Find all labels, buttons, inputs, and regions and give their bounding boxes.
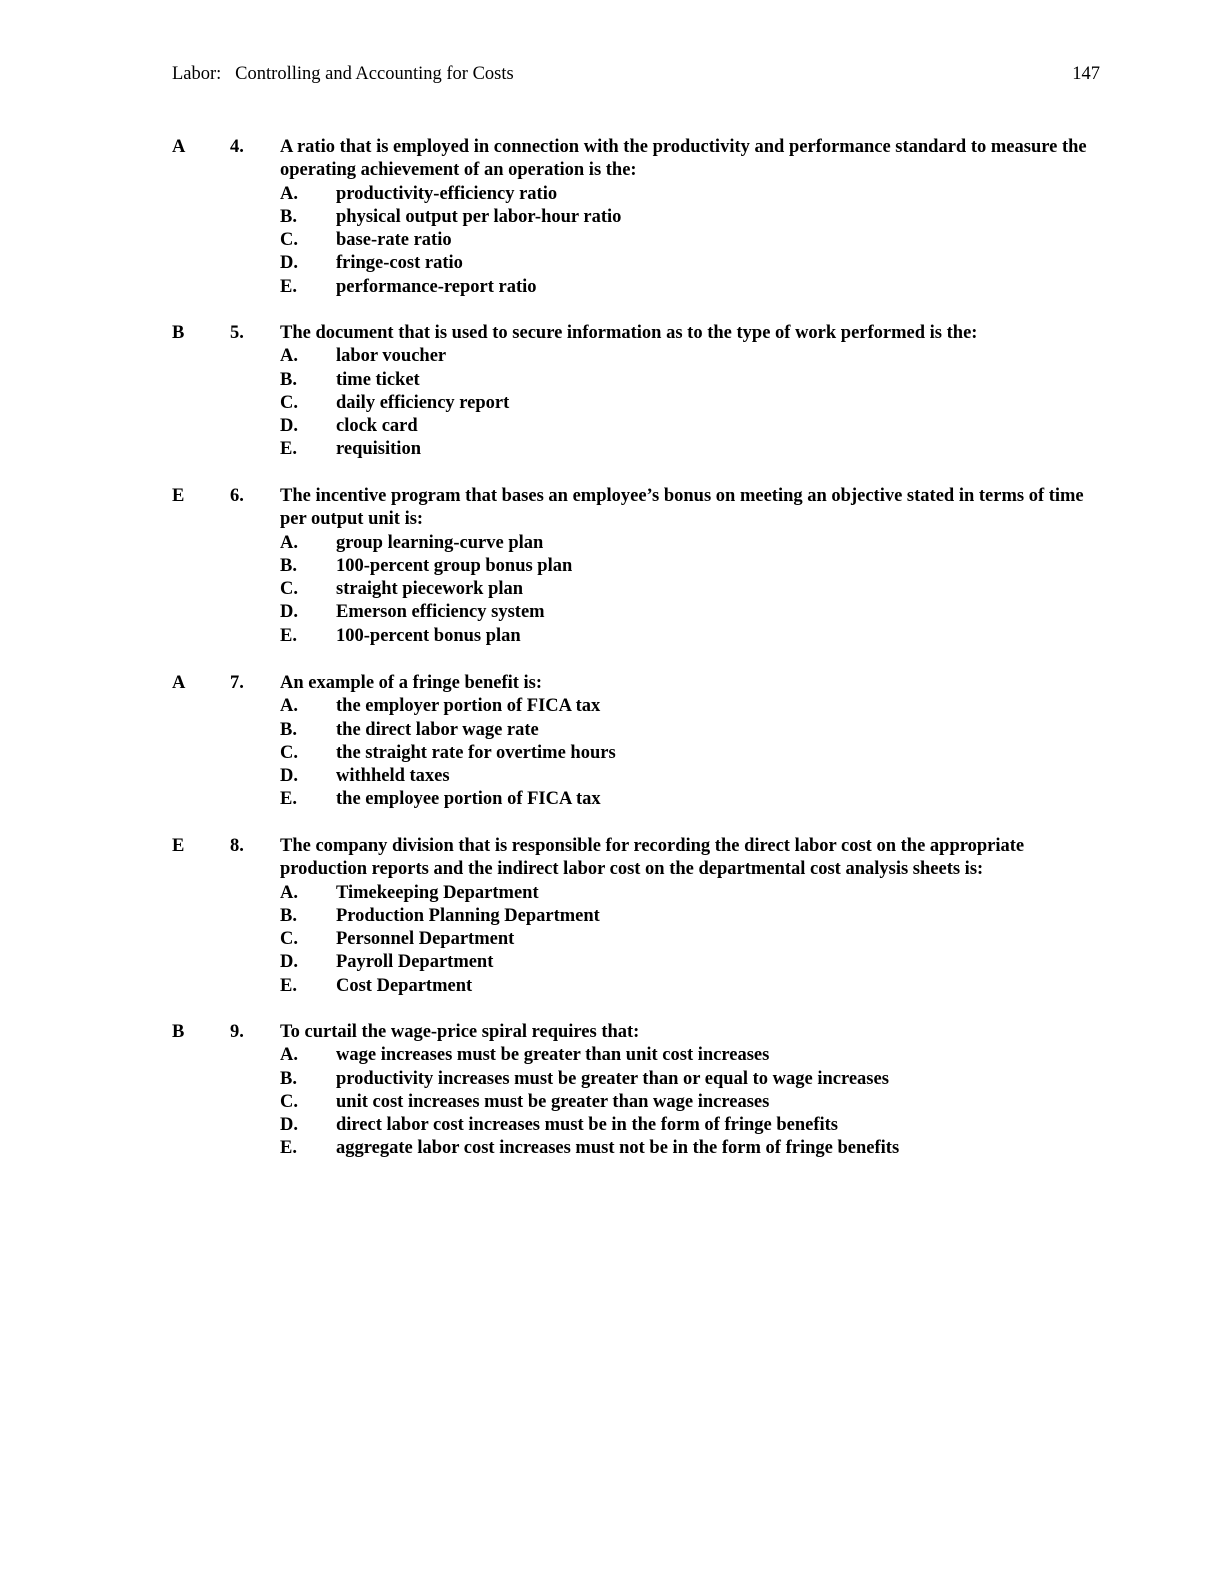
answer-key: B — [172, 1022, 185, 1042]
option-text: daily efficiency report — [336, 392, 510, 413]
question-number: 5. — [230, 323, 244, 343]
option-b — [280, 555, 1100, 578]
option-c — [280, 229, 1100, 252]
option-d — [280, 415, 1100, 438]
option-letter: B. — [280, 905, 297, 926]
answer-key: A — [172, 137, 186, 157]
option-text: Timekeeping Department — [336, 882, 539, 903]
option-c — [280, 742, 1100, 765]
option-letter: E. — [280, 276, 297, 297]
option-letter: B. — [280, 369, 297, 390]
option-b — [280, 719, 1100, 742]
option-text: clock card — [336, 416, 418, 437]
page-header — [172, 64, 1100, 90]
option-c — [280, 578, 1100, 601]
question-stem: The document that is used to secure information as to the type of work performed is the: — [280, 323, 978, 343]
option-letter: A. — [280, 183, 298, 204]
option-text: fringe-cost ratio — [336, 253, 463, 274]
option-text: requisition — [336, 439, 421, 460]
option-letter: A. — [280, 696, 298, 717]
option-letter: D. — [280, 253, 298, 274]
option-a — [280, 882, 1100, 905]
option-letter: D. — [280, 1115, 298, 1136]
option-letter: D. — [280, 952, 298, 973]
option-a — [280, 695, 1100, 718]
question-number: 9. — [230, 1022, 244, 1042]
option-e — [280, 625, 1100, 648]
option-list — [280, 183, 1100, 299]
option-letter: C. — [280, 579, 298, 600]
option-text: straight piecework plan — [336, 579, 524, 600]
option-letter: E. — [280, 789, 297, 810]
option-a — [280, 532, 1100, 555]
page-number: 147 — [1072, 64, 1100, 84]
option-letter: A. — [280, 532, 298, 553]
option-text: 100-percent group bonus plan — [336, 555, 573, 576]
option-b — [280, 905, 1100, 928]
option-list — [280, 1044, 1100, 1160]
option-d — [280, 1114, 1100, 1137]
question-number: 6. — [230, 486, 244, 506]
option-list — [280, 882, 1100, 998]
option-text: withheld taxes — [336, 766, 450, 787]
option-letter: E. — [280, 975, 297, 996]
option-e — [280, 788, 1100, 811]
option-e — [280, 1137, 1100, 1160]
option-text: productivity increases must be greater than or equal to wage increases — [336, 1068, 889, 1089]
option-e — [280, 975, 1100, 998]
question-number: 7. — [230, 673, 244, 693]
option-letter: A. — [280, 1045, 298, 1066]
option-text: 100-percent bonus plan — [336, 625, 521, 646]
option-e — [280, 276, 1100, 299]
option-list — [280, 345, 1100, 461]
option-text: Production Planning Department — [336, 905, 600, 926]
option-letter: A. — [280, 346, 298, 367]
option-text: unit cost increases must be greater than wage increases — [336, 1091, 770, 1112]
question-number: 4. — [230, 137, 244, 157]
running-title: Labor: Controlling and Accounting for Costs — [172, 64, 514, 84]
option-letter: A. — [280, 882, 298, 903]
option-text: Cost Department — [336, 975, 473, 996]
option-d — [280, 252, 1100, 275]
option-list — [280, 532, 1100, 648]
option-text: Payroll Department — [336, 952, 494, 973]
option-d — [280, 765, 1100, 788]
option-e — [280, 438, 1100, 461]
option-a — [280, 1044, 1100, 1067]
option-d — [280, 951, 1100, 974]
option-c — [280, 1091, 1100, 1114]
option-letter: B. — [280, 719, 297, 740]
option-letter: E. — [280, 439, 297, 460]
option-text: time ticket — [336, 369, 420, 390]
answer-key: E — [172, 486, 185, 506]
option-text: the direct labor wage rate — [336, 719, 539, 740]
option-text: the employee portion of FICA tax — [336, 789, 601, 810]
option-letter: B. — [280, 555, 297, 576]
option-text: base-rate ratio — [336, 230, 452, 251]
option-letter: C. — [280, 392, 298, 413]
option-text: group learning-curve plan — [336, 532, 544, 553]
option-letter: E. — [280, 1138, 297, 1159]
option-text: the straight rate for overtime hours — [336, 742, 616, 763]
question-stem: To curtail the wage-price spiral requires that: — [280, 1022, 640, 1042]
option-b — [280, 1068, 1100, 1091]
option-list — [280, 695, 1100, 811]
option-text: labor voucher — [336, 346, 447, 367]
option-text: aggregate labor cost increases must not be in the form of fringe benefits — [336, 1138, 900, 1159]
option-text: performance-report ratio — [336, 276, 537, 297]
option-a — [280, 183, 1100, 206]
option-letter: C. — [280, 929, 298, 950]
question-stem: A ratio that is employed in connection with the productivity and performance standard to measure the operating achievement of an operation is the: — [280, 137, 1087, 181]
question-stem: An example of a fringe benefit is: — [280, 673, 543, 693]
option-b — [280, 369, 1100, 392]
option-letter: B. — [280, 206, 297, 227]
option-text: productivity-efficiency ratio — [336, 183, 558, 204]
question-stem: The incentive program that bases an employee’s bonus on meeting an objective stated in terms of time per output unit is: — [280, 486, 1084, 530]
option-letter: C. — [280, 230, 298, 251]
answer-key: A — [172, 673, 186, 693]
option-text: physical output per labor-hour ratio — [336, 206, 622, 227]
question-number: 8. — [230, 836, 244, 856]
option-c — [280, 928, 1100, 951]
answer-key: B — [172, 323, 185, 343]
option-letter: D. — [280, 766, 298, 787]
option-text: wage increases must be greater than unit cost increases — [336, 1045, 770, 1066]
option-b — [280, 206, 1100, 229]
option-letter: C. — [280, 1091, 298, 1112]
option-letter: E. — [280, 625, 297, 646]
option-text: Personnel Department — [336, 929, 515, 950]
option-d — [280, 601, 1100, 624]
answer-key: E — [172, 836, 185, 856]
question-stem: The company division that is responsible for recording the direct labor cost on the appropriate production reports and the indirect labor cost on the departmental cost analysis sheets is: — [280, 836, 1025, 880]
option-letter: B. — [280, 1068, 297, 1089]
option-a — [280, 345, 1100, 368]
option-letter: D. — [280, 416, 298, 437]
option-letter: C. — [280, 742, 298, 763]
option-letter: D. — [280, 602, 298, 623]
option-c — [280, 392, 1100, 415]
option-text: direct labor cost increases must be in the form of fringe benefits — [336, 1115, 838, 1136]
option-text: Emerson efficiency system — [336, 602, 545, 623]
option-text: the employer portion of FICA tax — [336, 696, 601, 717]
